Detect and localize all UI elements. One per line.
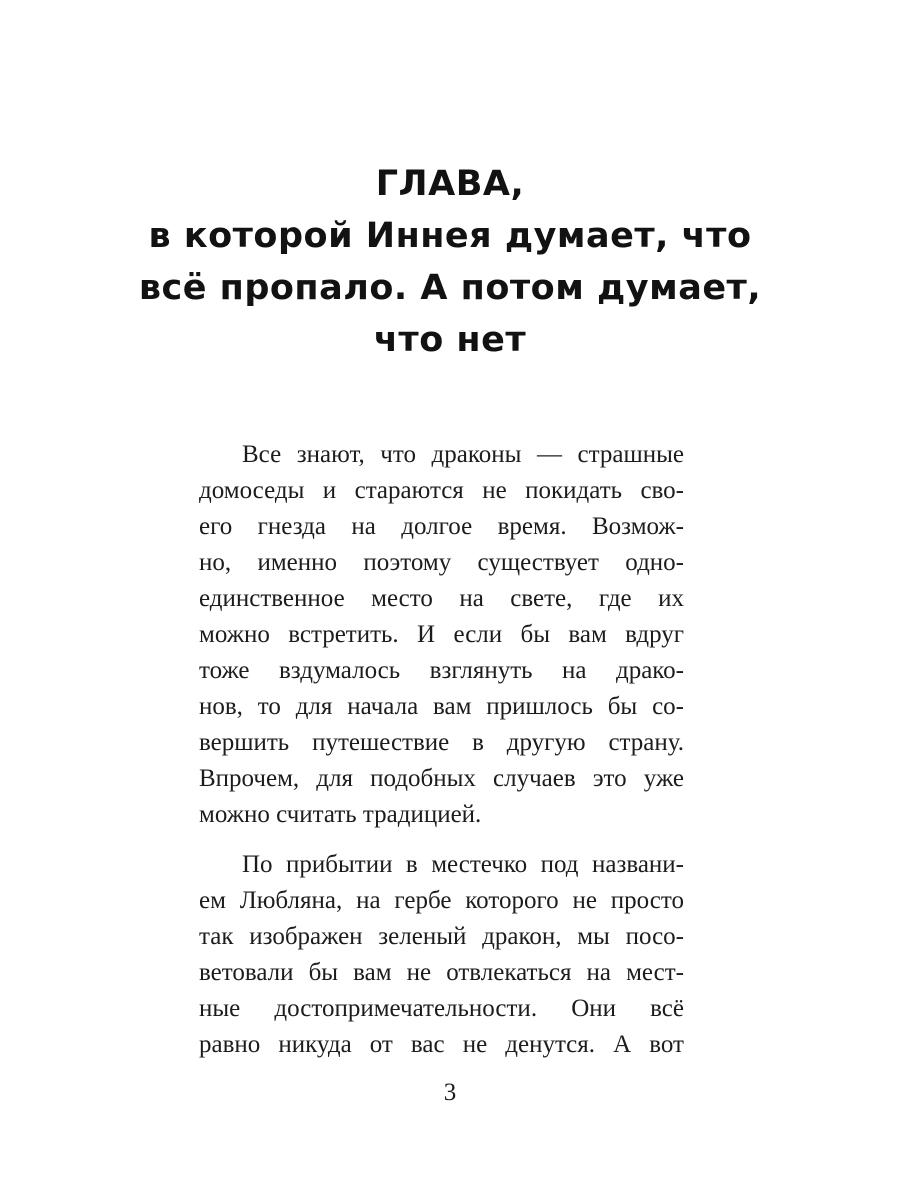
text-line: Впрочем, для подобных случаев это уже bbox=[199, 765, 684, 792]
text-line: его гнезда на долгое время. Возмож- bbox=[199, 513, 684, 540]
text-line: можно встретить. И если бы вам вдруг bbox=[199, 621, 684, 648]
page-number: 3 bbox=[443, 1079, 457, 1106]
text-line: но, именно поэтому существует одно- bbox=[199, 549, 684, 576]
text-line: равно никуда от вас не денутся. А вот bbox=[199, 1031, 684, 1058]
text-line: так изображен зеленый дракон, мы посо- bbox=[199, 923, 684, 950]
text-line: Все знают, что драконы — страшные bbox=[242, 441, 684, 468]
chapter-heading-line: всё пропало. А потом думает, bbox=[138, 268, 762, 308]
chapter-heading-line: что нет bbox=[373, 320, 527, 360]
body-text bbox=[199, 437, 684, 1063]
chapter-heading-line: ГЛАВА, bbox=[375, 164, 525, 204]
text-line: ем Любляна, на гербе которого не просто bbox=[199, 887, 684, 914]
chapter-heading-line: в которой Иннея думает, что bbox=[148, 216, 752, 256]
paragraph bbox=[199, 437, 684, 833]
text-line: вершить путешествие в другую страну. bbox=[199, 729, 684, 756]
text-line: единственное место на свете, где их bbox=[199, 585, 684, 612]
chapter-heading bbox=[0, 158, 900, 366]
text-line: домоседы и стараются не покидать сво- bbox=[199, 477, 684, 504]
text-line: нов, то для начала вам пришлось бы со- bbox=[199, 693, 684, 720]
text-line: ветовали бы вам не отвлекаться на мест- bbox=[199, 959, 684, 986]
text-line: тоже вздумалось взглянуть на драко- bbox=[199, 657, 684, 684]
text-line: ные достопримечательности. Они всё bbox=[199, 995, 684, 1022]
text-line: можно считать традицией. bbox=[199, 801, 482, 828]
paragraph bbox=[199, 847, 684, 1063]
text-line: По прибытии в местечко под названи- bbox=[242, 851, 684, 878]
